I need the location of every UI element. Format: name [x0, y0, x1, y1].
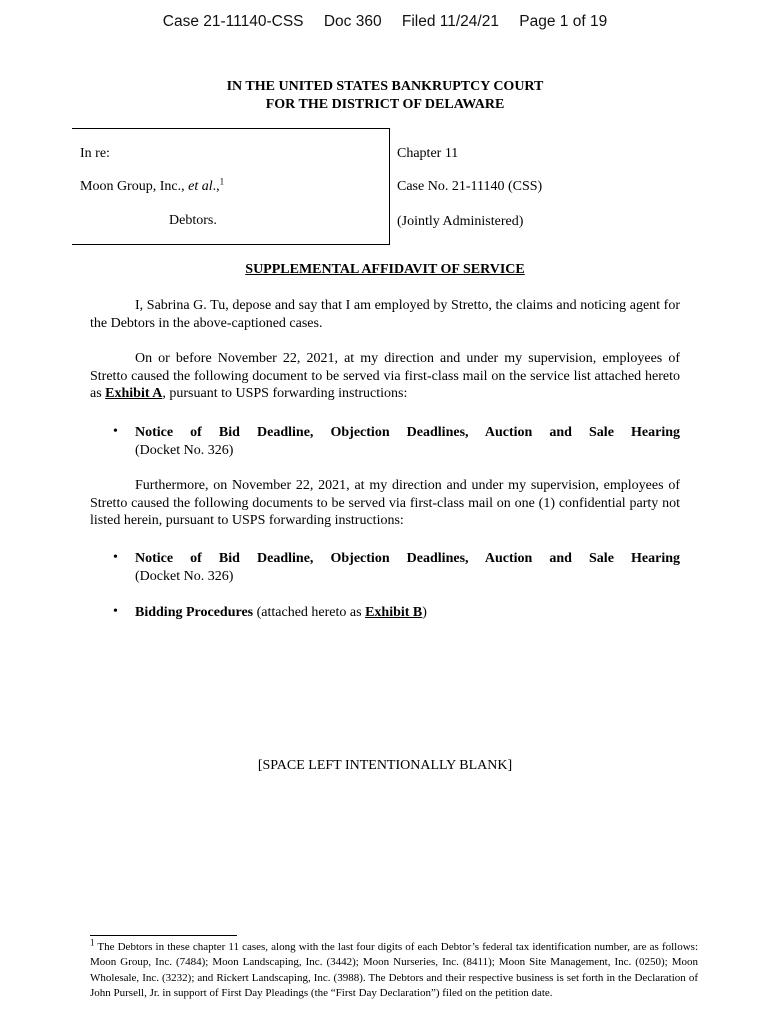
exhibit-a-link: Exhibit A [105, 386, 163, 401]
court-name-line-1: IN THE UNITED STATES BANKRUPTCY COURT [226, 79, 544, 94]
et-al-text: et al [188, 179, 213, 194]
bidding-procedures-title: Bidding Procedures [135, 605, 254, 620]
bullet-bidding-procedures: Bidding Procedures (attached hereto as Exhibit B) [135, 605, 427, 620]
paragraph-confidential-party: Furthermore, on November 22, 2021, at my direction and under my supervision, employees of Stretto caused the following documents to be served via first-class mail on one (1) confidential party not listed herein, pursuant to USPS forwarding instructions: [90, 478, 680, 528]
bullet-icon: • [113, 424, 118, 439]
bullet-notice-2 [135, 550, 680, 585]
paragraph-service-list: On or before November 22, 2021, at my direction and under my supervision, employees of Stretto caused the following document to be served via first-class mail on the service list attached hereto as Exhibit A, pursuant to USPS forwarding instructions: [90, 351, 680, 401]
bullet-icon: • [113, 604, 118, 619]
footnote [90, 937, 698, 1001]
notice-title: Notice of Bid Deadline, Objection Deadlines, Auction and Sale Hearing [135, 425, 680, 440]
footnote-text: The Debtors in these chapter 11 cases, along with the last four digits of each Debtor’s federal tax identification number, are as follows: Moon Group, Inc. (7484); Moon Landscaping, Inc. (3442); Moon Nurseries, Inc. (8411); Moon Site Management, Inc. (0250); Moon Wholesale, Inc. (3232); and Rickert Landscaping, Inc. (3988). The Debtors and their respective business is set forth in the Declaration of John Pursell, Jr. in support of First Day Pleadings (the “First Day Declaration”) filed on the petition date. [90, 941, 698, 999]
case-number: Case No. 21-11140 (CSS) [397, 179, 543, 194]
filed-date-stamp: Filed 11/24/21 [401, 13, 499, 30]
notice-docket: (Docket No. 326) [135, 442, 234, 458]
case-number-stamp: Case 21-11140-CSS [162, 13, 304, 30]
page-number-stamp: Page 1 of 19 [519, 13, 608, 30]
document-title: SUPPLEMENTAL AFFIDAVIT OF SERVICE [245, 262, 525, 277]
paragraph-declarant: I, Sabrina G. Tu, depose and say that I am employed by Stretto, the claims and noticing agent for the Debtors in the above-captioned cases. [90, 298, 680, 331]
chapter-label: Chapter 11 [397, 146, 459, 161]
debtors-label: Debtors. [169, 213, 217, 228]
notice-title: Notice of Bid Deadline, Objection Deadlines, Auction and Sale Hearing [135, 551, 680, 566]
bullet-icon: • [113, 550, 118, 565]
bullet-notice-1 [135, 424, 680, 459]
filing-stamp [0, 13, 770, 31]
court-name-line-2: FOR THE DISTRICT OF DELAWARE [265, 97, 505, 112]
exhibit-b-link: Exhibit B [365, 605, 423, 620]
footnote-divider [90, 935, 237, 936]
footnote-mark: 1 [90, 937, 95, 948]
docket-number-stamp: Doc 360 [323, 13, 382, 30]
notice-docket: (Docket No. 326) [135, 568, 234, 584]
footnote-reference: 1 [219, 176, 225, 187]
in-re-label: In re: [80, 146, 110, 161]
space-left-blank-notice: [SPACE LEFT INTENTIONALLY BLANK] [257, 758, 513, 773]
debtor-name: Moon Group, Inc., et al.,$^1$ [80, 176, 225, 194]
jointly-administered: (Jointly Administered) [397, 214, 524, 229]
